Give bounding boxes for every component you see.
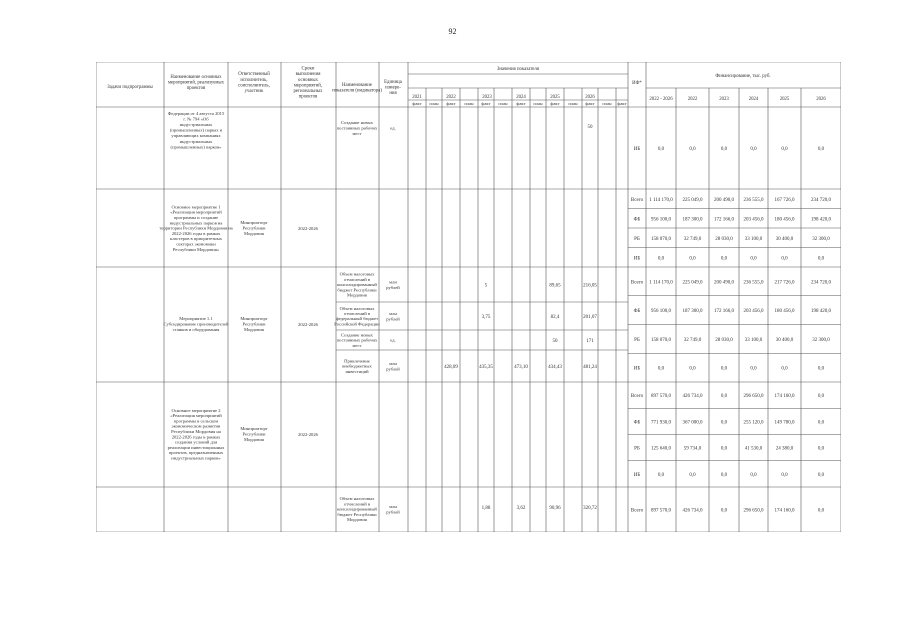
finance-year: 2024 — [748, 97, 759, 102]
event-text: Федерации от 4 августа 2015 — [167, 110, 225, 116]
period-text: 2022-2026 — [298, 322, 318, 327]
plan-fact-label: план — [602, 101, 612, 106]
fin-value: 203 456,0 — [743, 217, 764, 223]
fin-value: 225 049,0 — [682, 197, 703, 203]
indicator-value: 435,35 — [479, 365, 493, 370]
fin-value: 0,0 — [720, 394, 728, 400]
event-text: станков и оборудования — [172, 327, 220, 333]
plan-fact-label: факт — [516, 101, 526, 106]
plan-fact-label: факт — [412, 101, 422, 106]
fin-value: 0,0 — [750, 472, 757, 478]
fin-value: 0,0 — [817, 472, 825, 478]
fin-value: 41 530,0 — [744, 446, 763, 452]
event-text: «Реализация мероприятий — [170, 413, 222, 419]
indicator-value: 50 — [587, 125, 593, 130]
indicator-text: бюджет Республики — [337, 511, 377, 517]
fin-source: Всего — [630, 508, 644, 514]
fin-value: 956 100,0 — [651, 309, 671, 315]
fin-value: 296 650,0 — [743, 394, 764, 400]
fin-value: 198 420,0 — [811, 309, 831, 315]
header-period: выполнения — [295, 72, 321, 78]
indicator-value: 3,75 — [481, 315, 491, 320]
fin-source: ФБ — [633, 420, 641, 426]
fin-value: 167 726,0 — [774, 197, 795, 203]
indicator-text: отчислений в — [343, 311, 371, 316]
fin-value: 198 420,0 — [811, 217, 831, 223]
executor-text: Республики — [242, 225, 266, 231]
fin-value: 30 400,0 — [775, 337, 794, 343]
fin-value: 426 734,0 — [682, 394, 703, 400]
unit-text: рублей — [386, 284, 400, 290]
fin-value: 0,0 — [781, 366, 788, 372]
period-text: 2022-2026 — [298, 226, 318, 231]
executor-text: Минпромторг — [240, 220, 268, 225]
fin-source: РБ — [634, 337, 640, 343]
fin-value: 180 456,0 — [774, 309, 795, 315]
fin-value: 172 166,0 — [714, 217, 734, 223]
indicator-text: инвестиций — [345, 368, 369, 374]
unit-text: рублей — [386, 366, 400, 372]
fin-value: 0,0 — [720, 147, 728, 152]
fin-value: 0,0 — [689, 472, 696, 478]
fin-source: РБ — [634, 446, 640, 452]
fin-value: 200 490,0 — [714, 280, 734, 286]
program-table — [96, 62, 841, 532]
indicator-value: 481,24 — [583, 365, 597, 370]
fin-value: 200 490,0 — [714, 197, 734, 203]
event-text: программы в сельском — [173, 418, 219, 424]
fin-value: 0,0 — [781, 147, 788, 152]
indicator-value: 5 — [484, 283, 488, 289]
fin-value: 0,0 — [817, 366, 825, 372]
year-label: 2024 — [516, 95, 526, 100]
fin-value: 0,0 — [817, 256, 825, 262]
indicator-text: бюджет Республики — [337, 287, 377, 293]
event-text: Субсидирование производителей — [163, 321, 229, 327]
unit-text: ед. — [390, 125, 396, 131]
event-text: г. № 794 «Об — [183, 116, 209, 122]
fin-value: 172 166,0 — [714, 309, 734, 315]
event-text: реализации инвестиционных — [167, 444, 225, 450]
event-text: 2022-2026 годы в рамках — [171, 434, 221, 440]
year-base: 2021 — [412, 95, 422, 100]
fin-source: РБ — [634, 236, 640, 242]
header-indicator: показателя (индикатора) — [332, 88, 382, 94]
plan-fact-label: план — [429, 101, 439, 106]
header-unit: ния — [389, 91, 397, 97]
fin-value: 956 100,0 — [651, 217, 671, 223]
header-executor: Ответственный — [238, 72, 270, 78]
page-number: 92 — [448, 27, 457, 36]
indicator-value: 3,62 — [516, 506, 526, 511]
indicator-text: мест — [352, 131, 362, 137]
header-events: проектов — [186, 86, 206, 92]
event-text: Республики Мордовия на — [171, 428, 221, 434]
executor-text: Республики — [242, 321, 266, 327]
event-text: (промышленных) парках и — [169, 127, 223, 133]
fin-value: 234 720,0 — [811, 197, 831, 203]
plan-fact-label: план — [498, 101, 508, 106]
plan-fact-label: факт — [585, 101, 595, 106]
header-unit: измере- — [385, 85, 401, 91]
fin-value: 0,0 — [657, 256, 665, 262]
period-text: 2022-2026 — [298, 432, 318, 437]
unit-text: ед. — [390, 337, 396, 343]
fin-value: 897 570,0 — [651, 394, 671, 400]
fin-value: 32 749,0 — [683, 236, 702, 242]
fin-value: 771 930,0 — [651, 420, 671, 426]
event-text: Основное мероприятие 2 — [171, 407, 221, 413]
fin-value: 0,0 — [720, 420, 728, 426]
indicator-text: федеральный бюджет — [335, 316, 379, 322]
header-executor: участник — [244, 89, 264, 94]
fin-value: 180 456,0 — [774, 217, 795, 223]
fin-source: ФБ — [633, 309, 641, 315]
header-events: мероприятий, реализуемых — [168, 80, 224, 86]
event-text: создания условий для — [174, 439, 218, 445]
fin-value: 174 160,0 — [774, 508, 795, 514]
fin-value: 174 160,0 — [774, 394, 795, 400]
indicator-text: Объем налоговых — [339, 271, 375, 277]
fin-value: 225 049,0 — [682, 280, 703, 286]
fin-source: ФБ — [633, 217, 641, 223]
indicator-value: 171 — [586, 339, 594, 344]
plan-fact-label: план — [464, 101, 474, 106]
indicator-value: 434,43 — [548, 365, 562, 370]
event-text: управляющих компаниях — [171, 133, 221, 139]
fin-value: 426 734,0 — [682, 508, 703, 514]
executor-text: Республики — [242, 431, 266, 437]
header-finance: Финансирование, тыс. руб. — [715, 74, 771, 79]
indicator-value: 82,4 — [550, 315, 560, 320]
fin-value: 0,0 — [817, 420, 825, 426]
fin-value: 0,0 — [750, 256, 757, 262]
header-values: Значения показателя — [496, 67, 540, 72]
plan-fact-label: план — [533, 101, 543, 106]
header-executor: соисполнитель, — [238, 83, 270, 89]
header-period: мероприятий, — [293, 83, 323, 89]
fin-value: 0,0 — [720, 446, 728, 452]
fin-value: 33 100,0 — [744, 236, 763, 242]
fin-source: Всего — [630, 280, 644, 286]
executor-text: Минпромторг — [240, 316, 268, 321]
fin-value: 0,0 — [817, 394, 825, 400]
indicator-text: консолидированный — [337, 506, 377, 512]
fin-value: 0,0 — [750, 366, 757, 372]
year-label: 2026 — [585, 95, 595, 100]
fin-value: 897 570,0 — [651, 508, 671, 514]
fin-value: 296 650,0 — [743, 508, 764, 514]
fin-source: ИБ — [633, 366, 641, 372]
event-text: индустриальных парков» — [171, 455, 221, 461]
indicator-value: 89,65 — [549, 283, 561, 289]
header-unit: Единица — [384, 80, 402, 85]
fin-value: 0,0 — [720, 508, 728, 514]
fin-source: Всего — [630, 197, 644, 203]
fin-value: 0,0 — [750, 147, 757, 152]
indicator-text: Создание новых — [341, 332, 373, 338]
header-fin-src: ИФ* — [632, 81, 642, 86]
header-period: основных — [297, 77, 319, 83]
unit-text: млн — [389, 310, 397, 316]
header-executor: исполнитель, — [240, 77, 268, 83]
event-text: Основное мероприятие 1 — [171, 204, 221, 210]
fin-value: 0,0 — [689, 366, 696, 372]
fin-value: 158 070,0 — [651, 236, 671, 242]
event-text: проектов, предназначенных — [168, 450, 224, 456]
unit-text: рублей — [386, 509, 400, 515]
fin-value: 234 720,0 — [811, 280, 831, 286]
finance-year: 2022 - 2026 — [649, 97, 673, 102]
plan-fact-label: план — [568, 101, 578, 106]
fin-value: 236 555,0 — [743, 280, 764, 286]
indicator-value: 90,96 — [549, 506, 561, 511]
header-period: проектов — [298, 94, 318, 100]
year-label: 2022 — [446, 95, 456, 100]
finance-year: 2023 — [719, 97, 729, 102]
fin-source: Всего — [630, 394, 644, 400]
fin-value: 125 640,0 — [651, 446, 671, 452]
indicator-value: 216,05 — [583, 283, 597, 289]
fin-value: 0,0 — [720, 256, 728, 262]
unit-text: млн — [389, 503, 397, 509]
finance-year: 2026 — [816, 97, 826, 102]
fin-value: 33 100,0 — [744, 337, 763, 343]
unit-text: млн — [389, 279, 397, 285]
event-text: 2022-2026 годы в рамках — [171, 230, 221, 236]
fin-value: 32 749,0 — [683, 337, 702, 343]
indicator-text: Мордовия — [347, 292, 367, 298]
fin-value: 158 070,0 — [651, 337, 671, 343]
event-text: Республики Мордовия» — [172, 246, 220, 252]
unit-text: рублей — [386, 316, 400, 322]
fin-value: 28 030,0 — [715, 337, 733, 343]
fin-value: 203 456,0 — [743, 309, 764, 315]
fin-value: 30 400,0 — [775, 236, 794, 242]
indicator-text: Мордовия — [347, 517, 367, 522]
event-text: индустриальных парков на — [169, 220, 223, 226]
fin-value: 28 030,0 — [715, 236, 733, 242]
indicator-text: Создание новых — [341, 120, 373, 125]
header-indicator: Наименование — [342, 82, 372, 88]
indicator-text: мест — [352, 342, 362, 348]
fin-value: 0,0 — [689, 147, 696, 152]
year-label: 2023 — [482, 95, 492, 100]
fin-value: 217 726,0 — [774, 280, 795, 286]
header-events: Наименование основных — [170, 75, 222, 80]
indicator-text: отчислений в — [343, 501, 371, 507]
fin-value: 0,0 — [657, 472, 665, 478]
unit-text: млн — [389, 360, 397, 366]
fin-value: 187 300,0 — [682, 309, 703, 315]
fin-value: 32 300,0 — [812, 337, 830, 343]
fin-value: 187 300,0 — [682, 217, 703, 223]
finance-year: 2022 — [687, 97, 698, 102]
fin-value: 0,0 — [657, 147, 665, 152]
fin-source: ИБ — [633, 147, 641, 152]
fin-value: 0,0 — [817, 147, 825, 152]
fin-value: 0,0 — [657, 366, 665, 372]
event-text: индустриальных — [179, 138, 213, 144]
fin-value: 0,0 — [720, 472, 728, 478]
plan-fact-label: факт — [617, 101, 627, 106]
header-period: Сроки — [301, 66, 315, 72]
fin-value: 255 120,0 — [743, 420, 764, 426]
executor-text: Мордовия — [244, 437, 264, 443]
fin-value: 1 114 170,0 — [649, 280, 673, 286]
indicator-text: Привлечение — [344, 358, 370, 364]
indicator-value: 1,88 — [481, 506, 491, 511]
indicator-value: 320,72 — [583, 506, 597, 511]
executor-text: Мордовия — [244, 327, 264, 333]
indicator-text: внебюджетных — [342, 363, 372, 369]
indicator-text: Объем налоговых — [339, 305, 375, 311]
event-text: (промышленных) парков» — [170, 144, 222, 150]
indicator-text: консолидированный — [337, 282, 377, 288]
indicator-text: постоянных рабочих — [336, 125, 378, 131]
plan-fact-label: факт — [446, 101, 456, 106]
indicator-value: 473,10 — [514, 365, 528, 370]
year-label: 2025 — [550, 95, 560, 100]
fin-value: 0,0 — [781, 256, 788, 262]
fin-value: 32 300,0 — [812, 236, 830, 242]
fin-value: 59 734,0 — [683, 446, 702, 452]
event-text: кластеров в приоритетных — [169, 236, 223, 242]
event-text: «Реализация мероприятий — [170, 209, 222, 215]
indicator-text: отчислений в — [343, 276, 371, 282]
plan-fact-label: факт — [481, 101, 491, 106]
indicator-text: постоянных рабочих — [336, 337, 378, 343]
finance-year: 2025 — [779, 97, 790, 102]
fin-value: 0,0 — [781, 472, 788, 478]
fin-source: ИБ — [633, 256, 641, 262]
executor-text: Мордовия — [244, 231, 264, 237]
header-task: Задачи подпрограммы — [107, 85, 153, 90]
indicator-text: Российской Федерации — [334, 321, 380, 327]
indicator-value: 428,09 — [444, 365, 458, 370]
indicator-value: 50 — [552, 339, 558, 344]
event-text: секторах экономики — [176, 241, 216, 247]
fin-value: 236 555,0 — [743, 197, 764, 203]
fin-source: ИБ — [633, 472, 641, 478]
fin-value: 0,0 — [689, 256, 696, 262]
fin-value: 0,0 — [817, 446, 825, 452]
event-text: Мероприятие 1.1 — [179, 316, 213, 321]
indicator-value: 201,07 — [583, 315, 597, 320]
executor-text: Минпромторг — [240, 426, 268, 431]
event-text: экономическом развитии — [171, 423, 221, 429]
event-text: территории Республики Мордовия на — [159, 225, 233, 231]
fin-value: 367 000,0 — [682, 420, 703, 426]
fin-value: 24 380,0 — [775, 446, 794, 452]
fin-value: 149 780,0 — [774, 420, 795, 426]
header-period: региональных — [293, 89, 323, 94]
fin-value: 0,0 — [720, 366, 728, 372]
fin-value: 1 114 170,0 — [649, 197, 673, 203]
event-text: индустриальных — [179, 122, 213, 127]
event-text: программы и создание — [173, 215, 219, 220]
plan-fact-label: факт — [550, 101, 560, 106]
fin-value: 0,0 — [817, 508, 825, 514]
indicator-text: Объем налоговых — [339, 496, 375, 502]
